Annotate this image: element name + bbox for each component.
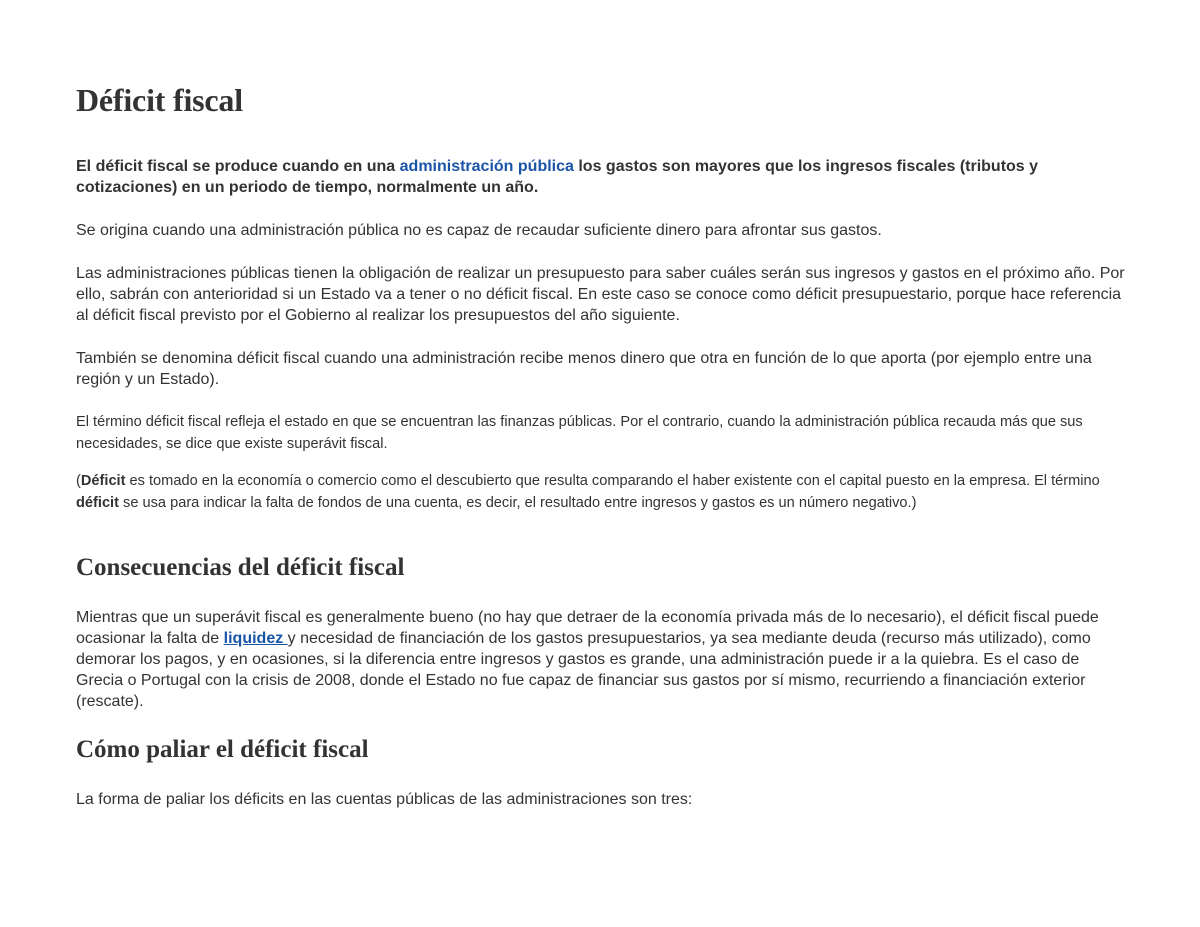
lead-paragraph [76,156,1130,198]
lead-text-before: El déficit fiscal se produce cuando en una [76,158,400,175]
note-open: ( [76,473,81,489]
consecuencias-text-after: y necesidad de financiación de los gastos presupuestarios, ya sea mediante deuda (recurso más utilizado), como demorar los pagos, y en ocasiones, si la diferencia entre ingresos y gastos es grande, una administración puede ir a la quiebra. Es el caso de Grecia o Portugal con la crisis de 2008, donde el Estado no fue capaz de financiar sus gastos por sí mismo, recurriendo a financiación exterior (rescate). [76,630,1091,710]
consecuencias-text-before: Mientras que un superávit fiscal es generalmente bueno (no hay que detraer de la economía privada más de lo necesario), el déficit fiscal puede ocasionar la falta de [76,609,1099,647]
administracion-publica-link[interactable]: administración pública [399,158,574,175]
note-text-1: es tomado en la economía o comercio como el descubierto que resulta comparando el haber existente con el capital puesto en la empresa. El término [125,473,1100,489]
paragraph-region: También se denomina déficit fiscal cuando una administración recibe menos dinero que otra en función de lo que aporta (por ejemplo entre una región y un Estado). [76,350,1092,388]
paragraph-paliar: La forma de paliar los déficits en las cuentas públicas de las administraciones son tres: [76,791,693,808]
note-bold-deficit-1: Déficit [80,473,126,489]
lead-text-after: los gastos son mayores que los ingresos fiscales (tributos y cotizaciones) en un periodo de tiempo, normalmente un año. [76,158,1039,196]
note-bold-deficit-2: déficit [76,495,119,511]
paragraph-consecuencias [76,607,1130,712]
paragraph-origin: Se origina cuando una administración pública no es capaz de recaudar suficiente dinero para afrontar sus gastos. [76,222,882,239]
note-text-2: se usa para indicar la falta de fondos de una cuenta, es decir, el resultado entre ingresos y gastos es un número negativo.) [118,495,917,511]
liquidez-link[interactable]: liquidez [223,630,288,647]
section-heading-paliar: Cómo paliar el déficit fiscal [76,736,369,763]
note-paragraph [76,470,1130,514]
paragraph-term: El término déficit fiscal refleja el estado en que se encuentran las finanzas públicas. Por el contrario, cuando la administración pública recauda más que sus necesidades, se dice que existe superávit fiscal. [76,414,1083,452]
page-title: Déficit fiscal [76,82,243,118]
section-heading-consecuencias: Consecuencias del déficit fiscal [76,554,405,581]
paragraph-budget: Las administraciones públicas tienen la obligación de realizar un presupuesto para saber cuáles serán sus ingresos y gastos en el próximo año. Por ello, sabrán con anterioridad si un Estado va a tener o no déficit fiscal. En este caso se conoce como déficit presupuestario, porque hace referencia al déficit fiscal previsto por el Gobierno al realizar los presupuestos del año siguiente. [76,265,1125,324]
